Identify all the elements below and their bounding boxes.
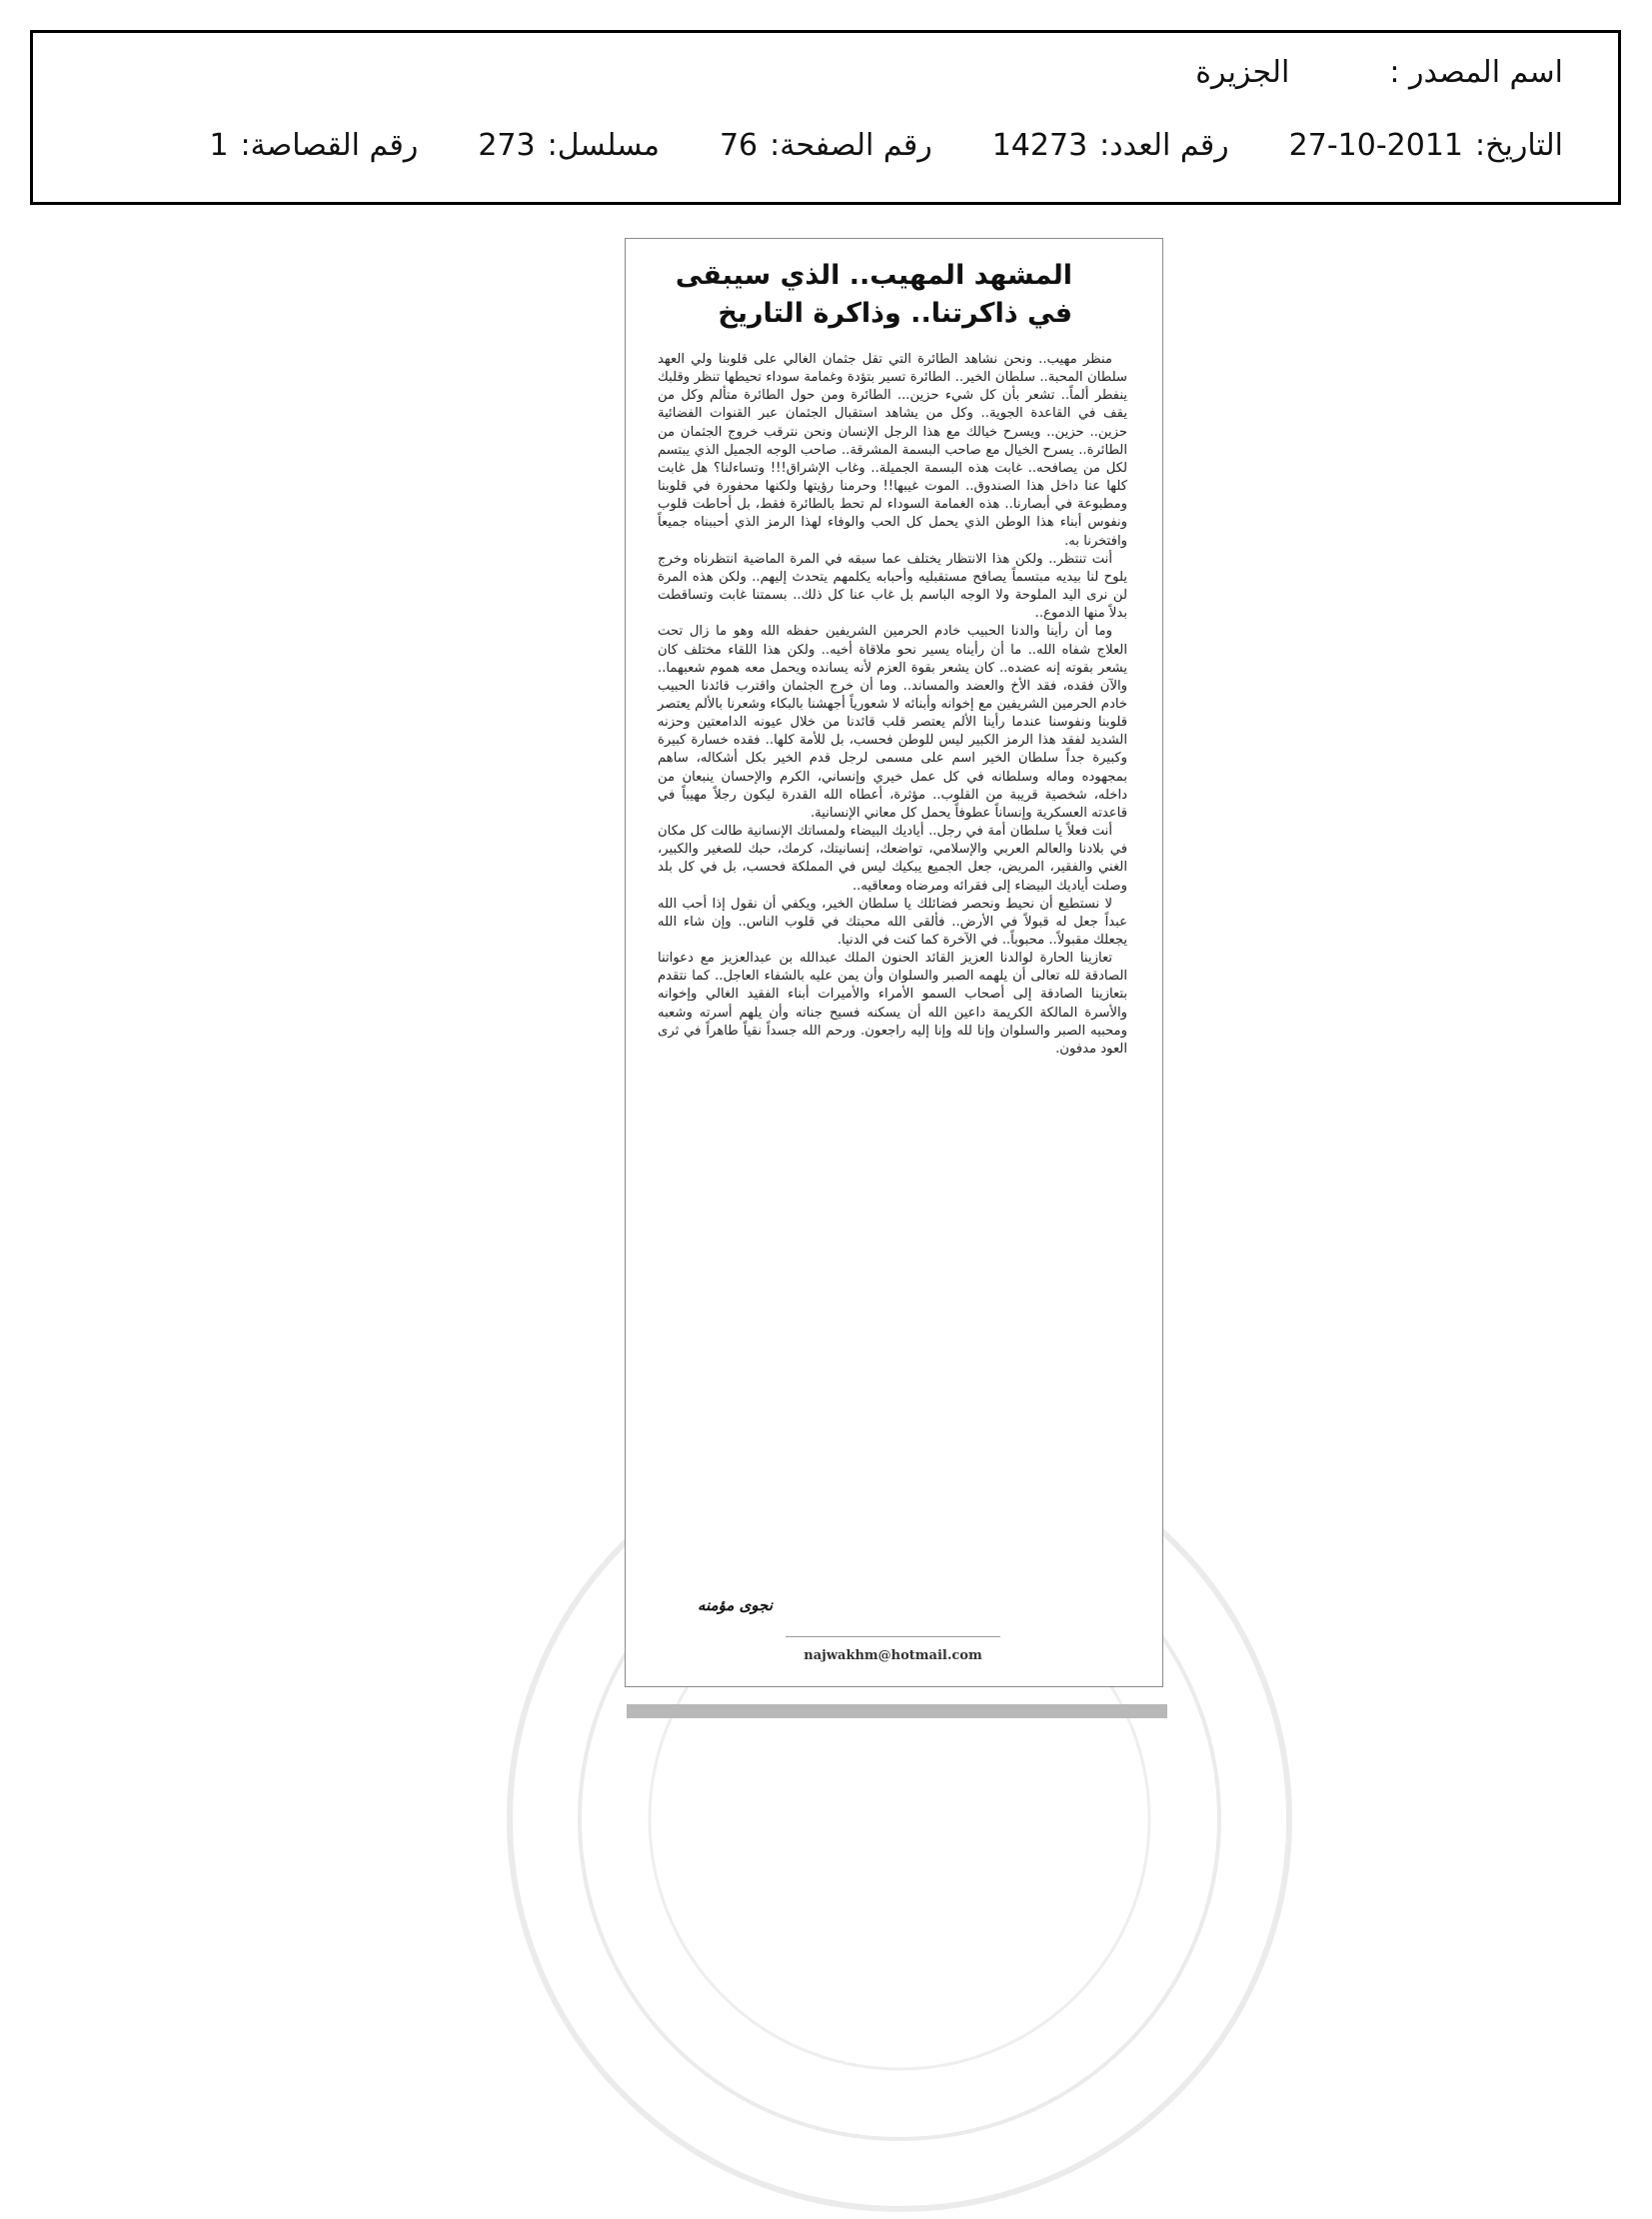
serial-value: 273 <box>478 128 536 163</box>
clip-label: رقم القصاصة: <box>240 128 419 163</box>
article-paragraph: لا نستطيع أن نحيط ونحصر فضائلك يا سلطان الخير، ويكفي أن نقول إذا أحب الله عبداً جعل له قبولاً في الأرض.. فألقى الله محبتك في قلوب الناس.. وإن شاء الله يجعلك مقبولاً.. محبوباً.. في الآخرة كما كنت في الدنيا. <box>658 896 1127 948</box>
source-info-box <box>30 30 1621 205</box>
page-label: رقم الصفحة: <box>770 128 932 163</box>
meta-row <box>209 128 1563 163</box>
article-paragraph: أنت تنتظر.. ولكن هذا الانتظار يختلف عما سبقه في المرة الماضية انتظرناه وخرج يلوح لنا بيديه مبتسماً يصافح مستقبليه وأحبابه يكلمهم يتحدث إليهم.. ولكن هذه المرة لن نرى اليد الملوحة ولا الوجه الباسم بل غاب عنا كل ذلك.. بسمتنا غابت وتساقطت بدلاً منها الدموع.. <box>658 551 1127 622</box>
article-paragraph: أنت فعلاً يا سلطان أمة في رجل.. أياديك البيضاء ولمساتك الإنسانية طالت كل مكان في بلادنا والعالم العربي والإسلامي، تواضعك، إنسانيتك، كرمك، حبك للصغير والكبير، الغني والفقير، المريض، جعل الجميع يبكيك ليس في المملكة فحسب، بل في كل بلد وصلت أياديك البيضاء إلى فقرائه ومرضاه ومعاقيه.. <box>658 824 1127 894</box>
source-label: اسم المصدر : <box>1389 55 1563 90</box>
date-value: 27-10-2011 <box>1288 128 1464 163</box>
source-row <box>1195 55 1563 90</box>
email-divider <box>786 1636 1000 1637</box>
article-author: نجوى مؤمنه <box>698 1596 773 1614</box>
article-headline: المشهد المهيب.. الذي سيبقى في ذاكرتنا.. وذاكرة التاريخ <box>675 260 1072 329</box>
source-value: الجزيرة <box>1195 55 1290 90</box>
article-paragraph: تعازينا الحارة لوالدنا العزيز القائد الحنون الملك عبدالله بن عبدالعزيز مع دعواتنا الصادقة لله تعالى أن يلهمه الصبر والسلوان وأن يمن عليه بالشفاء العاجل.. كما نتقدم بتعازينا الصادقة إلى أصحاب السمو الأمراء والأميرات أبناء الفقيد الغالي وإخوانه والأسرة المالكة الكريمة داعين الله أن يسكنه فسيح جناته وأن يلهم أسرته وشعبه ومحبيه الصبر والسلوان وإنا لله وإنا إليه راجعون. ورحم الله جسداً نقياً طاهراً في ثرى العود مدفون. <box>658 951 1127 1057</box>
article-body <box>658 351 1127 1059</box>
author-email: najwakhm@hotmail.com <box>804 1648 982 1663</box>
serial-label: مسلسل: <box>547 128 660 163</box>
clip-value: 1 <box>209 128 229 163</box>
clipping-shadow-bar <box>627 1704 1167 1718</box>
date-label: التاريخ: <box>1475 128 1563 163</box>
newspaper-clipping <box>625 238 1163 1687</box>
article-paragraph: وما أن رأينا والدنا الحبيب خادم الحرمين الشريفين حفظه الله وهو ما زال تحت العلاج شفاه الله.. ما أن رأيناه يسير نحو ملاقاة أخيه.. ولكن هذا اللقاء مختلف كان يشعر بقوته إنه عضده.. كان يشعر بقوة العزم لأنه يسانده ويحمل معه هموم شعبهما.. والآن فقده، فقد الأخ والعضد والمساند.. وما أن خرج الجثمان واقترب قائدنا الحبيب خادم الحرمين الشريفين مع إخوانه وأبنائه لا شعورياً أجهشنا بالبكاء وشعرنا بالألم يعتصر قلوبنا ونفوسنا عندما رأينا الألم يعتصر قلب قائدنا من خلال عيونه الدامعتين وحزنه الشديد لفقد هذا الرمز الكبير ليس للوطن فحسب، بل للأمة كلها.. فقده خسارة كبيرة وكبيرة جداً سلطان الخير اسم على مسمى لرجل قدم الخير بكل أشكاله، ساهم بمجهوده وماله وسلطانه في كل عمل خيري وإنساني، الكرم والإحسان ينبعان من داخله، شخصية قريبة من القلوب.. مؤثرة، أعطاه الله القدرة ليكون رجلاً مهيباً في قاعدته العسكرية وإنساناً عطوفاً يحمل كل معاني الإنسانية. <box>658 624 1127 821</box>
article-paragraph: منظر مهيب.. ونحن نشاهد الطائرة التي تقل جثمان الغالي على قلوبنا ولي العهد سلطان المحبة.. سلطان الخير.. الطائرة تسير بتؤدة وغمامة سوداء تحيطها تنظر وقلبك ينفطر ألماً.. تشعر بأن كل شيء حزين... الطائرة ومن حول الطائرة متألم وكل من يقف في القاعدة الجوية.. وكل من يشاهد استقبال الجثمان عبر القنوات الفضائية حزين.. حزين.. ويسرح خيالك مع هذا الرجل الإنسان ونحن نترقب خروج الجثمان من الطائرة.. يسرح الخيال مع صاحب البسمة المشرقة.. صاحب الوجه الجميل الذي يبتسم لكل من يصافحه.. غابت هذه البسمة الجميلة.. وغاب الإشراق!!! وتساءلنا؟ هل غابت كلها عنا داخل هذا الصندوق.. الموت غيبها!! وحرمنا رؤيتها ولكنها محفورة في قلوبنا ومطبوعة في أبصارنا.. هذه الغمامة السوداء لم تحط بالطائرة فقط، بل أحاطت قلوب ونفوس أبناء هذا الوطن الذي يحمل كل الحب والوفاء لهذا الرمز الذي أحببناه جميعاً وافتخرنا به. <box>658 352 1127 549</box>
page-value: 76 <box>719 128 759 163</box>
issue-value: 14273 <box>991 128 1088 163</box>
issue-label: رقم العدد: <box>1099 128 1229 163</box>
